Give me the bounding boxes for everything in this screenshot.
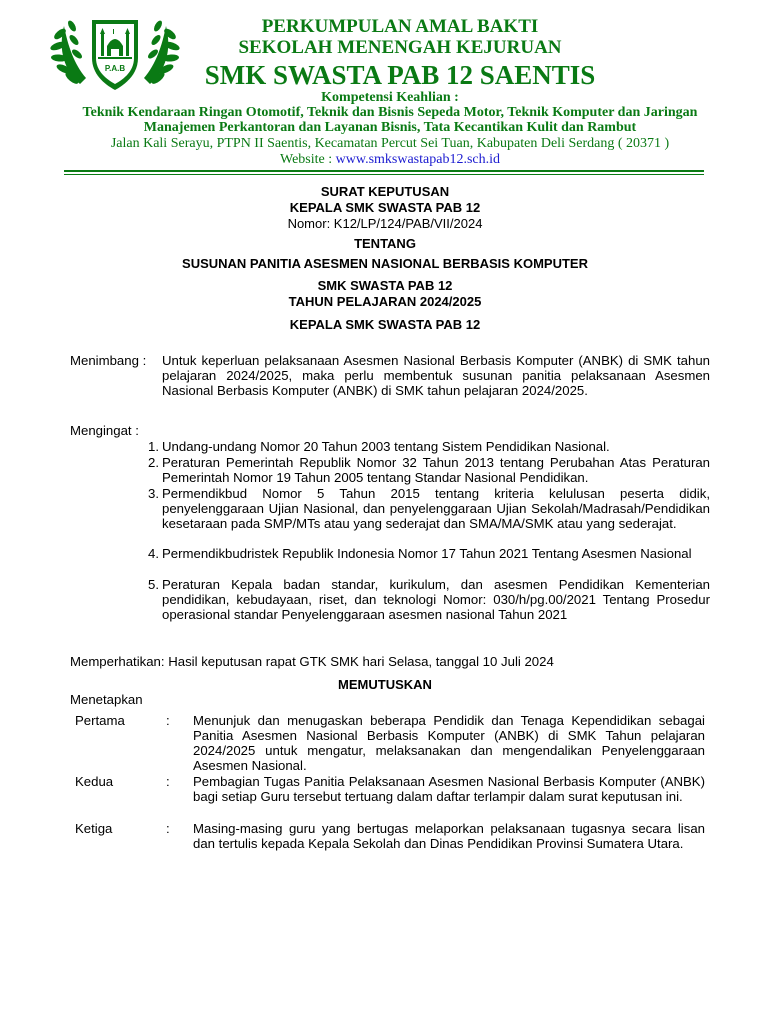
mengingat-num-5: 5. [148,577,159,592]
decision-label-2: Kedua [75,774,114,789]
memutuskan-heading: MEMUTUSKAN [338,677,432,692]
school-level: SEKOLAH MENENGAH KEJURUAN [238,37,562,58]
letterhead [0,0,768,172]
mengingat-item-5: Peraturan Kepala badan standar, kurikulum, dan asesmen Pendidikan Kementerian pendidikan, kebudayaan, riset, dan teknologi Nomor: 030/h/pg.00/2021 Tentang Prosedur operasional standar Penyelenggaraan asesmen nasional Tahun 2021 [162,577,710,622]
decision-label-3: Ketiga [75,821,113,836]
title-year: TAHUN PELAJARAN 2024/2025 [288,294,482,309]
decision-colon-3: : [166,821,170,836]
decision-label-1: Pertama [75,713,125,728]
menimbang-label: Menimbang : [70,353,147,368]
mengingat-num-3: 3. [148,486,159,501]
mengingat-item-3: Permendikbud Nomor 5 Tahun 2015 tentang kriteria kelulusan peserta didik, penyelenggaraan Ujian Nasional, dan penyelenggaraan Ujian Sekolah/Madrasah/Pendidikan kesetaraan pada SMP/MTs atau yang sederajat dan SMA/MA/SMK atau yang sederajat. [162,486,710,531]
title-subject: SUSUNAN PANITIA ASESMEN NASIONAL BERBASIS KOMPUTER [182,256,588,271]
decision-text-3: Masing-masing guru yang bertugas melaporkan pelaksanaan tugasnya secara lisan dan tertulis kepada Kepala Sekolah dan Dinas Pendidikan Provinsi Sumatera Utara. [193,821,705,851]
mengingat-item-4: Permendikbudristek Republik Indonesia Nomor 17 Tahun 2021 Tentang Asesmen Nasional [162,546,692,561]
mengingat-num-1: 1. [148,439,159,454]
competency-line-2: Manajemen Perkantoran dan Layanan Bisnis, Tata Kecantikan Kulit dan Rambut [143,120,637,135]
memperhatikan-text: Memperhatikan: Hasil keputusan rapat GTK SMK hari Selasa, tanggal 10 Juli 2024 [70,654,554,669]
website-link[interactable]: www.smkswastapab12.sch.id [335,152,500,167]
decision-colon-1: : [166,713,170,728]
decision-text-2: Pembagian Tugas Panitia Pelaksanaan Asesmen Nasional Berbasis Komputer (ANBK) bagi setiap Guru tersebut tertuang dalam daftar terlampir dalam surat keputusan ini. [193,774,705,804]
mengingat-item-1: Undang-undang Nomor 20 Tahun 2003 tentang Sistem Pendidikan Nasional. [162,439,610,454]
decision-colon-2: : [166,774,170,789]
mengingat-num-2: 2. [148,455,159,470]
decision-text-1: Menunjuk dan menugaskan beberapa Pendidik dan Tenaga Kependidikan sebagai Panitia Asesmen Nasional Berbasis Komputer (ANBK) di SMK Tahun pelajaran 2024/2025 untuk mengatur, melaksanakan dan mengendalikan Penyelenggaraan Asesmen Nasional. [193,713,705,773]
mengingat-label: Mengingat : [70,423,139,438]
website-line [60,152,720,168]
menetapkan-label: Menetapkan [70,692,143,707]
org-name: PERKUMPULAN AMAL BAKTI [261,16,539,37]
mengingat-item-2: Peraturan Pemerintah Republik Nomor 32 Tahun 2013 tentang Perubahan Atas Peraturan Pemerintah Nomor 19 Tahun 2005 tentang Standar Nasional Pendidikan. [162,455,710,485]
title-school: SMK SWASTA PAB 12 [317,278,453,293]
mengingat-num-4: 4. [148,546,159,561]
competency-line-1: Teknik Kendaraan Ringan Otomotif, Teknik dan Bisnis Sepeda Motor, Teknik Komputer dan Jaringan [82,105,698,120]
competency-label: Kompetensi Keahlian : [321,90,459,105]
school-address: Jalan Kali Serayu, PTPN II Saentis, Kecamatan Percut Sei Tuan, Kabupaten Deli Serdang ( 20371 ) [110,136,670,151]
school-name: SMK SWASTA PAB 12 SAENTIS [204,60,596,90]
website-label: Website : [280,152,333,167]
logo-text: P.A.B [104,64,126,73]
header-divider-thick [64,170,704,172]
title-issuer: KEPALA SMK SWASTA PAB 12 [289,317,481,332]
title-line-1: SURAT KEPUTUSAN [320,184,450,199]
menimbang-text: Untuk keperluan pelaksanaan Asesmen Nasional Berbasis Komputer (ANBK) di SMK tahun pelajaran 2024/2025, maka perlu membentuk susunan panitia pelaksanaan Asesmen Nasional Berbasis Komputer (ANBK) di SMK tahun pelajaran 2024/2025. [162,353,710,398]
title-line-2: KEPALA SMK SWASTA PAB 12 [289,200,481,215]
decree-number: Nomor: K12/LP/124/PAB/VII/2024 [287,216,483,231]
header-divider-thin [64,174,704,175]
title-tentang: TENTANG [354,236,416,251]
